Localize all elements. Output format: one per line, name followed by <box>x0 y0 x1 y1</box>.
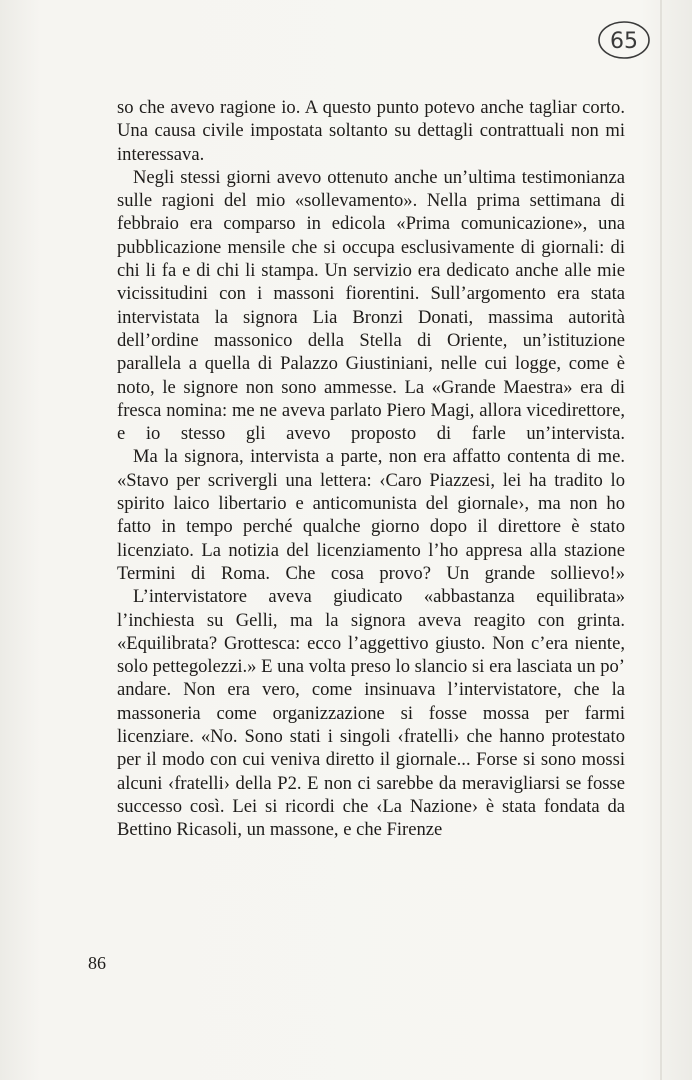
folio-page-number: 86 <box>88 953 106 973</box>
page-edge-shadow <box>660 0 662 1080</box>
paragraph: Ma la signora, intervista a parte, non era affatto contenta di me. «Stavo per scrivergli una lettera: ‹Caro Piazzesi, lei ha tradito lo spirito laico libertario e anticomunista del giornale›, ma non ho fatto in tempo perché qualche giorno dopo il direttore è stato licenziato. La notizia del licenziamento l’ho appresa alla stazione Termini di Roma. Che cosa provo? Un grande sollievo!» <box>117 446 625 584</box>
paragraph: L’intervistatore aveva giudicato «abbastanza equilibrata» l’inchiesta su Gelli, ma la signora aveva reagito con grinta. «Equilibrata? Grottesca: ecco l’aggettivo giusto. Non c’era niente, solo pettegolezzi.» E una volta preso lo slancio si era lasciata un po’ andare. Non era vero, come insinuava l’intervistatore, che la massoneria come organizzazione si fosse mossa per farmi licenziare. «No. Sono stati i singoli ‹fratelli› che hanno protestato per il modo con cui veniva diretto il giornale... Forse si sono mossi alcuni ‹fratelli› della P2. E non ci sarebbe da meravigliarsi se fosse successo così. Lei si ricordi che ‹La Nazione› è stata fondata da Bettino Ricasoli, un massone, e che Firenze <box>117 586 625 841</box>
paragraph-continuation: so che avevo ragione io. A questo punto potevo anche tagliar corto. Una causa civile impostata soltanto su dettagli contrattuali non mi interessava. <box>117 97 625 165</box>
body-text <box>117 96 625 842</box>
handwritten-number-text: 65 <box>610 29 638 54</box>
handwritten-page-number <box>596 18 652 62</box>
paragraph: Negli stessi giorni avevo ottenuto anche un’ultima testimonianza sulle ragioni del mio «sollevamento». Nella prima settimana di febbraio era comparso in edicola «Prima comunicazione», una pubblicazione mensile che si occupa esclusivamente di giornali: di chi li fa e di chi li stampa. Un servizio era dedicato anche alle mie vicissitudini con i massoni fiorentini. Sull’argomento era stata intervistata la signora Lia Bronzi Donati, massima autorità dell’ordine massonico della Stella di Oriente, un’istituzione parallela a quella di Palazzo Giustiniani, nelle cui logge, come è noto, le signore non sono ammesse. La «Grande Maestra» era di fresca nomina: me ne aveva parlato Piero Magi, allora vicedirettore, e io stesso gli avevo proposto di farle un’intervista. <box>117 166 625 445</box>
circled-number-icon <box>596 18 652 62</box>
